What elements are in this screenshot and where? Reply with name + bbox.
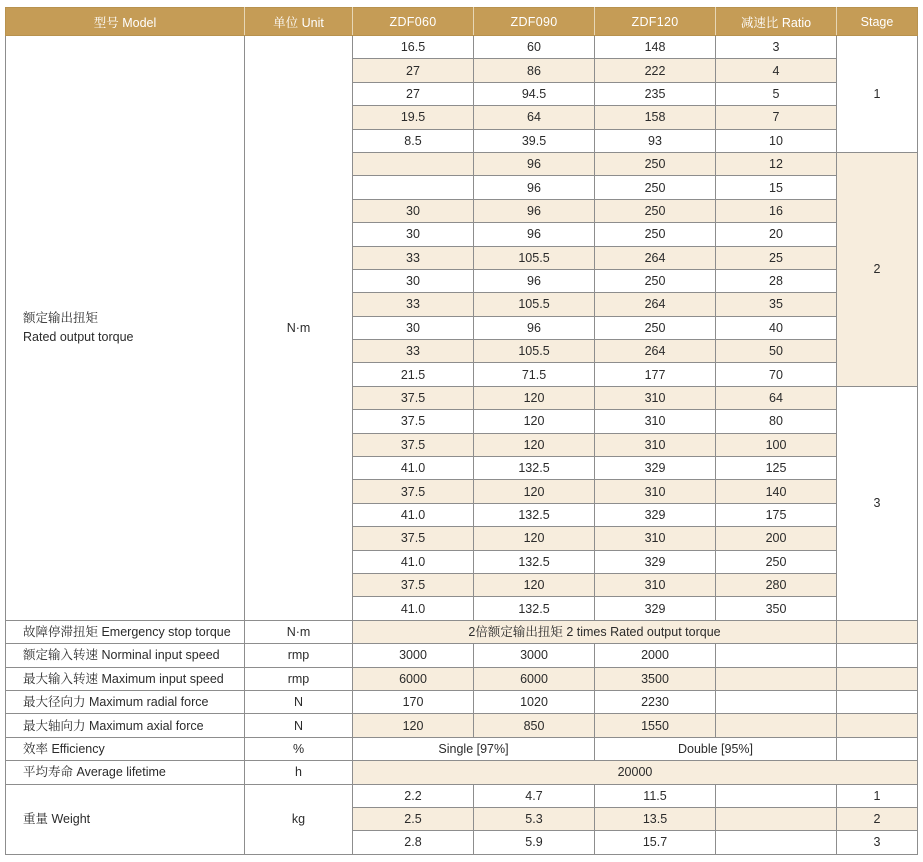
- torque-zdf120-cell: 250: [595, 269, 716, 292]
- weight-zdf060-cell: 2.8: [353, 831, 474, 854]
- torque-zdf060-cell: 27: [353, 82, 474, 105]
- torque-zdf090-cell: 96: [474, 152, 595, 175]
- weight-section: [6, 784, 918, 854]
- torque-zdf060-cell: 37.5: [353, 410, 474, 433]
- nominal-speed-zdf060: 3000: [353, 644, 474, 667]
- torque-zdf090-cell: 60: [474, 36, 595, 59]
- torque-ratio-cell: 7: [716, 106, 837, 129]
- torque-zdf090-cell: 120: [474, 527, 595, 550]
- torque-zdf090-cell: 96: [474, 223, 595, 246]
- radial-force-row: [6, 690, 918, 713]
- gearbox-spec-table: [5, 7, 918, 855]
- weight-ratio-cell: [716, 831, 837, 854]
- emergency-value: 2倍额定输出扭矩 2 times Rated output torque: [353, 620, 837, 643]
- header-unit: 单位 Unit: [245, 8, 353, 36]
- header-row: [6, 8, 918, 36]
- torque-zdf060-cell: 37.5: [353, 527, 474, 550]
- torque-ratio-cell: 100: [716, 433, 837, 456]
- weight-zdf090-cell: 4.7: [474, 784, 595, 807]
- torque-zdf090-cell: 96: [474, 176, 595, 199]
- torque-zdf060-cell: 37.5: [353, 386, 474, 409]
- lifetime-label: 平均寿命 Average lifetime: [6, 761, 245, 784]
- stage-cell: 1: [837, 36, 918, 153]
- torque-zdf060-cell: 37.5: [353, 573, 474, 596]
- radial-force-zdf120: 2230: [595, 690, 716, 713]
- nominal-speed-row: [6, 644, 918, 667]
- torque-zdf120-cell: 310: [595, 480, 716, 503]
- torque-ratio-cell: 40: [716, 316, 837, 339]
- torque-zdf090-cell: 105.5: [474, 293, 595, 316]
- torque-zdf120-cell: 329: [595, 503, 716, 526]
- torque-zdf060-cell: [353, 152, 474, 175]
- axial-force-unit: N: [245, 714, 353, 737]
- radial-force-ratio-empty: [716, 690, 837, 713]
- torque-ratio-cell: 20: [716, 223, 837, 246]
- torque-zdf060-cell: 30: [353, 223, 474, 246]
- torque-zdf120-cell: 329: [595, 457, 716, 480]
- weight-stage-cell: 3: [837, 831, 918, 854]
- radial-force-zdf060: 170: [353, 690, 474, 713]
- torque-zdf060-cell: [353, 176, 474, 199]
- torque-zdf120-cell: 148: [595, 36, 716, 59]
- torque-zdf060-cell: 21.5: [353, 363, 474, 386]
- efficiency-single: Single [97%]: [353, 737, 595, 760]
- lifetime-value: 20000: [353, 761, 918, 784]
- emergency-row: [6, 620, 918, 643]
- efficiency-stage-empty: [837, 737, 918, 760]
- axial-force-ratio-empty: [716, 714, 837, 737]
- weight-ratio-cell: [716, 807, 837, 830]
- torque-zdf120-cell: 329: [595, 550, 716, 573]
- torque-zdf120-cell: 93: [595, 129, 716, 152]
- torque-ratio-cell: 16: [716, 199, 837, 222]
- weight-zdf120-cell: 15.7: [595, 831, 716, 854]
- header-stage: Stage: [837, 8, 918, 36]
- torque-zdf060-cell: 30: [353, 199, 474, 222]
- weight-label: 重量 Weight: [6, 784, 245, 854]
- torque-section: [6, 36, 918, 621]
- efficiency-double: Double [95%]: [595, 737, 837, 760]
- torque-zdf060-cell: 30: [353, 269, 474, 292]
- weight-zdf090-cell: 5.9: [474, 831, 595, 854]
- torque-ratio-cell: 4: [716, 59, 837, 82]
- torque-ratio-cell: 28: [716, 269, 837, 292]
- radial-force-label: 最大径向力 Maximum radial force: [6, 690, 245, 713]
- torque-ratio-cell: 5: [716, 82, 837, 105]
- torque-zdf120-cell: 250: [595, 176, 716, 199]
- max-speed-zdf120: 3500: [595, 667, 716, 690]
- max-speed-row: [6, 667, 918, 690]
- efficiency-label: 效率 Efficiency: [6, 737, 245, 760]
- torque-ratio-cell: 280: [716, 573, 837, 596]
- weight-zdf060-cell: 2.2: [353, 784, 474, 807]
- torque-zdf090-cell: 105.5: [474, 340, 595, 363]
- torque-zdf090-cell: 71.5: [474, 363, 595, 386]
- max-speed-stage-empty: [837, 667, 918, 690]
- emergency-unit: N·m: [245, 620, 353, 643]
- torque-ratio-cell: 3: [716, 36, 837, 59]
- lifetime-unit: h: [245, 761, 353, 784]
- torque-zdf090-cell: 120: [474, 410, 595, 433]
- torque-zdf060-cell: 41.0: [353, 503, 474, 526]
- torque-ratio-cell: 80: [716, 410, 837, 433]
- emergency-label: 故障停滞扭矩 Emergency stop torque: [6, 620, 245, 643]
- weight-zdf120-cell: 11.5: [595, 784, 716, 807]
- nominal-speed-ratio-empty: [716, 644, 837, 667]
- rated-torque-unit: N·m: [245, 36, 353, 621]
- torque-ratio-cell: 35: [716, 293, 837, 316]
- header-zdf120: ZDF120: [595, 8, 716, 36]
- torque-zdf120-cell: 310: [595, 527, 716, 550]
- torque-zdf090-cell: 39.5: [474, 129, 595, 152]
- max-speed-zdf090: 6000: [474, 667, 595, 690]
- max-speed-ratio-empty: [716, 667, 837, 690]
- torque-zdf090-cell: 105.5: [474, 246, 595, 269]
- torque-zdf120-cell: 250: [595, 223, 716, 246]
- max-speed-unit: rmp: [245, 667, 353, 690]
- torque-zdf090-cell: 96: [474, 269, 595, 292]
- axial-force-zdf090: 850: [474, 714, 595, 737]
- torque-zdf120-cell: 310: [595, 386, 716, 409]
- torque-ratio-cell: 10: [716, 129, 837, 152]
- torque-zdf060-cell: 30: [353, 316, 474, 339]
- weight-row: [6, 784, 918, 807]
- torque-zdf060-cell: 19.5: [353, 106, 474, 129]
- torque-zdf090-cell: 120: [474, 480, 595, 503]
- torque-zdf060-cell: 41.0: [353, 597, 474, 620]
- efficiency-row: [6, 737, 918, 760]
- axial-force-zdf120: 1550: [595, 714, 716, 737]
- weight-stage-cell: 2: [837, 807, 918, 830]
- axial-force-label: 最大轴向力 Maximum axial force: [6, 714, 245, 737]
- torque-zdf090-cell: 132.5: [474, 503, 595, 526]
- torque-ratio-cell: 350: [716, 597, 837, 620]
- torque-zdf090-cell: 64: [474, 106, 595, 129]
- axial-force-row: [6, 714, 918, 737]
- torque-zdf090-cell: 120: [474, 433, 595, 456]
- torque-zdf090-cell: 86: [474, 59, 595, 82]
- efficiency-unit: %: [245, 737, 353, 760]
- torque-ratio-cell: 200: [716, 527, 837, 550]
- torque-ratio-cell: 140: [716, 480, 837, 503]
- torque-zdf090-cell: 132.5: [474, 550, 595, 573]
- torque-ratio-cell: 175: [716, 503, 837, 526]
- torque-zdf120-cell: 250: [595, 152, 716, 175]
- torque-zdf120-cell: 264: [595, 340, 716, 363]
- weight-zdf090-cell: 5.3: [474, 807, 595, 830]
- torque-zdf120-cell: 250: [595, 199, 716, 222]
- nominal-speed-unit: rmp: [245, 644, 353, 667]
- header-zdf060: ZDF060: [353, 8, 474, 36]
- weight-unit: kg: [245, 784, 353, 854]
- specs-section: [6, 620, 918, 784]
- torque-zdf060-cell: 37.5: [353, 433, 474, 456]
- torque-ratio-cell: 64: [716, 386, 837, 409]
- rated-torque-label: [6, 36, 245, 621]
- torque-ratio-cell: 25: [716, 246, 837, 269]
- spec-table-container: [5, 7, 917, 855]
- torque-zdf120-cell: 222: [595, 59, 716, 82]
- torque-zdf060-cell: 27: [353, 59, 474, 82]
- nominal-speed-zdf090: 3000: [474, 644, 595, 667]
- torque-zdf090-cell: 120: [474, 386, 595, 409]
- header-ratio: 减速比 Ratio: [716, 8, 837, 36]
- torque-zdf120-cell: 329: [595, 597, 716, 620]
- radial-force-stage-empty: [837, 690, 918, 713]
- emergency-stage-empty: [837, 620, 918, 643]
- torque-row: [6, 36, 918, 59]
- torque-zdf060-cell: 41.0: [353, 550, 474, 573]
- torque-zdf090-cell: 120: [474, 573, 595, 596]
- torque-zdf120-cell: 250: [595, 316, 716, 339]
- stage-cell: 2: [837, 152, 918, 386]
- torque-zdf060-cell: 16.5: [353, 36, 474, 59]
- max-speed-zdf060: 6000: [353, 667, 474, 690]
- nominal-speed-label: 额定输入转速 Norminal input speed: [6, 644, 245, 667]
- torque-zdf060-cell: 33: [353, 246, 474, 269]
- torque-zdf120-cell: 158: [595, 106, 716, 129]
- nominal-speed-zdf120: 2000: [595, 644, 716, 667]
- torque-zdf090-cell: 132.5: [474, 457, 595, 480]
- weight-stage-cell: 1: [837, 784, 918, 807]
- torque-ratio-cell: 15: [716, 176, 837, 199]
- weight-zdf120-cell: 13.5: [595, 807, 716, 830]
- lifetime-row: [6, 761, 918, 784]
- torque-zdf090-cell: 96: [474, 199, 595, 222]
- torque-zdf060-cell: 33: [353, 293, 474, 316]
- torque-zdf090-cell: 94.5: [474, 82, 595, 105]
- torque-zdf090-cell: 132.5: [474, 597, 595, 620]
- torque-zdf120-cell: 310: [595, 573, 716, 596]
- torque-ratio-cell: 70: [716, 363, 837, 386]
- axial-force-stage-empty: [837, 714, 918, 737]
- rated-torque-label-cn: 额定输出扭矩: [23, 310, 99, 325]
- torque-zdf120-cell: 264: [595, 293, 716, 316]
- nominal-speed-stage-empty: [837, 644, 918, 667]
- torque-zdf090-cell: 96: [474, 316, 595, 339]
- torque-zdf060-cell: 41.0: [353, 457, 474, 480]
- weight-zdf060-cell: 2.5: [353, 807, 474, 830]
- axial-force-zdf060: 120: [353, 714, 474, 737]
- header-zdf090: ZDF090: [474, 8, 595, 36]
- torque-zdf120-cell: 310: [595, 410, 716, 433]
- header-model: 型号 Model: [6, 8, 245, 36]
- torque-ratio-cell: 50: [716, 340, 837, 363]
- torque-zdf060-cell: 8.5: [353, 129, 474, 152]
- torque-zdf060-cell: 33: [353, 340, 474, 363]
- stage-cell: 3: [837, 386, 918, 620]
- radial-force-unit: N: [245, 690, 353, 713]
- torque-zdf120-cell: 235: [595, 82, 716, 105]
- radial-force-zdf090: 1020: [474, 690, 595, 713]
- rated-torque-label-en: Rated output torque: [23, 329, 134, 344]
- torque-zdf120-cell: 310: [595, 433, 716, 456]
- max-speed-label: 最大输入转速 Maximum input speed: [6, 667, 245, 690]
- torque-zdf060-cell: 37.5: [353, 480, 474, 503]
- torque-zdf120-cell: 177: [595, 363, 716, 386]
- torque-ratio-cell: 250: [716, 550, 837, 573]
- torque-zdf120-cell: 264: [595, 246, 716, 269]
- weight-ratio-cell: [716, 784, 837, 807]
- torque-ratio-cell: 125: [716, 457, 837, 480]
- torque-ratio-cell: 12: [716, 152, 837, 175]
